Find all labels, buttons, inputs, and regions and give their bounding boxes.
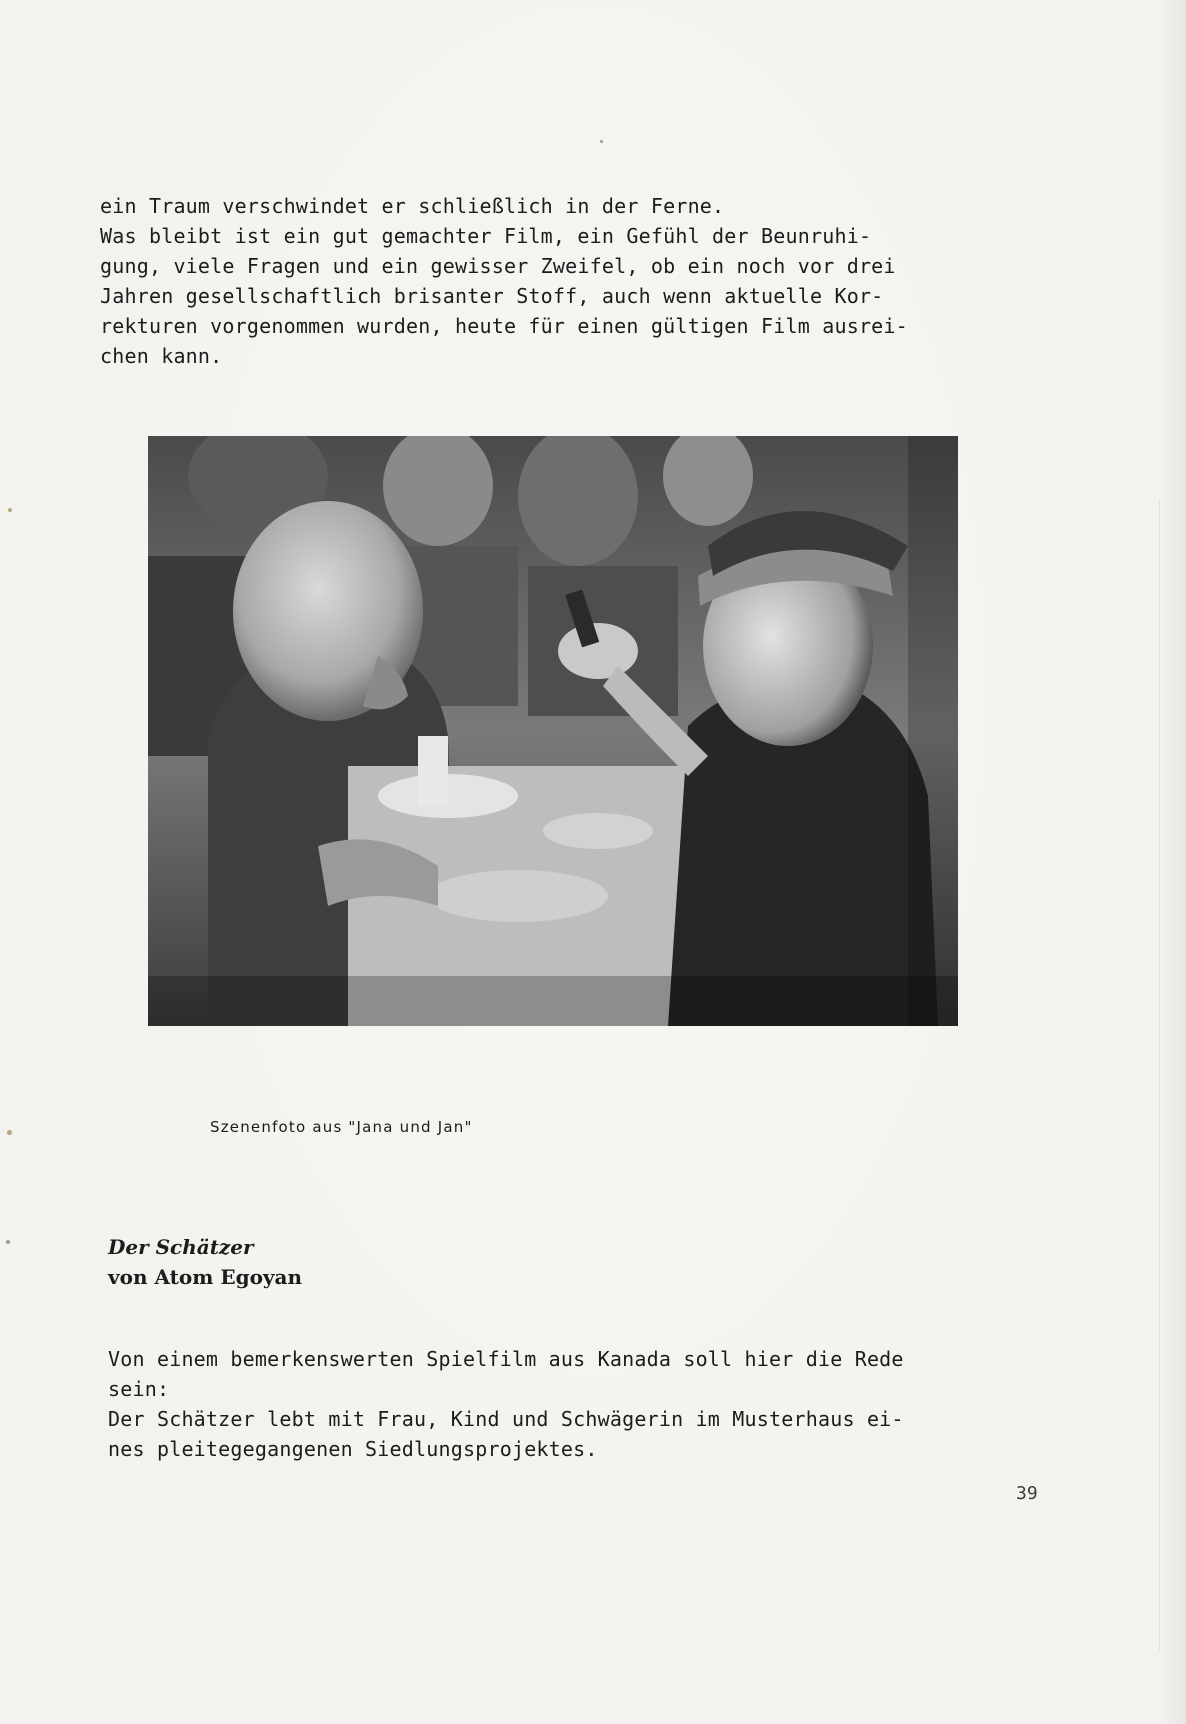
- text-line: Von einem bemerkenswerten Spielfilm aus Kanada soll hier die Rede: [108, 1347, 904, 1371]
- text-line: sein:: [108, 1377, 170, 1401]
- text-line: ein Traum verschwindet er schließlich in der Ferne.: [100, 194, 725, 218]
- text-line: Was bleibt ist ein gut gemachter Film, ein Gefühl der Beunruhi-: [100, 224, 872, 248]
- text-line: Der Schätzer lebt mit Frau, Kind und Schwägerin im Musterhaus ei-: [108, 1407, 904, 1431]
- review-heading: [108, 1232, 302, 1292]
- margin-speck: [7, 1130, 12, 1135]
- margin-speck: [8, 508, 12, 512]
- review-title: Der Schätzer: [108, 1235, 254, 1259]
- page-edge-shadow: [1158, 0, 1186, 1724]
- photo-caption: Szenenfoto aus "Jana und Jan": [210, 1118, 473, 1136]
- text-line: gung, viele Fragen und ein gewisser Zweifel, ob ein noch vor drei: [100, 254, 896, 278]
- page-edge-line: [1159, 500, 1160, 1650]
- review-paragraph: [108, 1344, 1048, 1464]
- margin-speck: [6, 1240, 10, 1244]
- text-line: chen kann.: [100, 344, 223, 368]
- scene-photo: [148, 436, 958, 1026]
- review-author: von Atom Egoyan: [108, 1265, 303, 1289]
- intro-paragraph: [100, 191, 1040, 371]
- scene-photo-illustration: [148, 436, 958, 1026]
- text-line: Jahren gesellschaftlich brisanter Stoff, auch wenn aktuelle Kor-: [100, 284, 884, 308]
- text-line: rekturen vorgenommen wurden, heute für einen gültigen Film ausrei-: [100, 314, 908, 338]
- margin-speck: [600, 140, 603, 143]
- text-line: nes pleitegegangenen Siedlungsprojektes.: [108, 1437, 598, 1461]
- page-number: 39: [1016, 1483, 1038, 1504]
